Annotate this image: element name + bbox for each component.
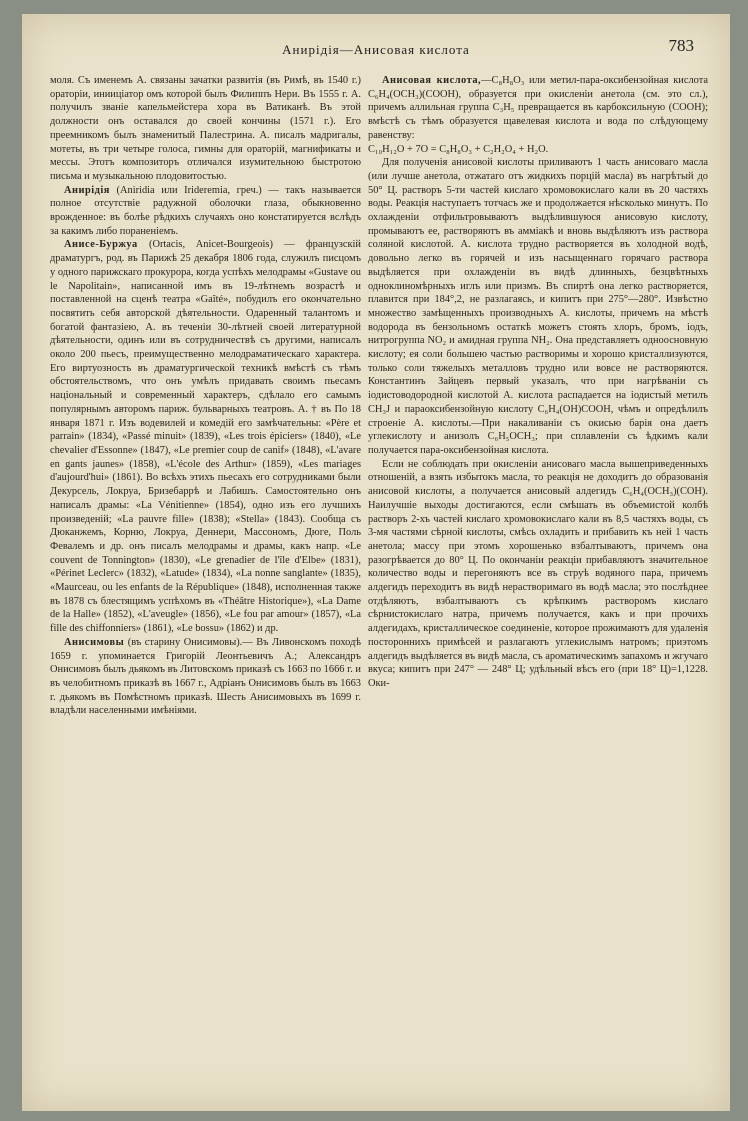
running-title: Анирідія—Анисовая кислота bbox=[282, 42, 470, 57]
entry-anicet-bourgeois bbox=[50, 238, 361, 635]
entry-anicet-bourgeois-text: (Ortacis, Anicet-Bourgeois) — французскій драматургъ, род. въ Парижѣ 25 декабря 1806 года, служилъ писцомъ у одного парижскаго прокурора, когда успѣхъ мелодрамы «Gustave ou le Napolitain», написанной имъ въ 19-лѣтнемъ возрастѣ и поставленной на сценѣ театра «Gaîté», побудилъ его окончательно посвятить себя авторской дѣятельности. Одаренный талантомъ и богатой фантазіею, А. въ теченіи 30-лѣтней своей литературной дѣятельности, одинъ или въ сотрудничествѣ съ другими, написалъ около 200 пьесъ, преимущественно мелодраматическаго характера. Его виртуозность въ драматургической техникѣ вмѣстѣ съ тѣмъ обстоятельствомъ, что онъ умѣлъ придавать своимъ пьесамъ національный и современный характеръ, сдѣлало его самымъ популярнымъ авторомъ париж. бульварныхъ театровъ. А. † въ Пo 18 января 1871 г. Изъ водевилей и комедій его замѣчательны: «Père et parrain» (1834), «Passé minuit» (1839), «Les trois épiciers» (1840), «Le chevalier d'Essonne» (1847), «Le premier coup de canif» (1848), «L'avare en gants jaunes» (1858), «L'école des Arthur» (1859), «Les mariages d'aujourd'hui» (1861). Во всѣхъ этихъ пьесахъ его сотрудниками были Декурсель, Локруа, Бризебаррѣ и Лабишъ. Самостоятельно онъ написалъ драмы: «La Vénitienne» (1854), одно изъ его лучшихъ произведеній; «La pauvre fille» (1838); «Stella» (1843). Сообща съ Дюканжемъ, Корню, Локруа, Деннери, Массономъ, Дюге, Поль Февалемъ и др. онъ писалъ мелодрамы и драмы, какъ напр. «Le couvent de Tonnington» (1830), «Le grenadier de l'île d'Elbe» (1831), «Périnet Leclerc» (1832), «Latude» (1834), «La nonne sanglante» (1835), «Maurceau, ou les enfants de la République» (1848), исполненная также въ 1878 съ блестящимъ успѣхомъ въ «Théâtre Historique»), «La Dame de la Halle» (1852), «L'aveugle» (1856), «Le fou par amour» (1857), «La fille des chiffonniers» (1861), «Le bossu» (1862) и др. bbox=[50, 239, 361, 635]
headword-anisimovy: Анисимовы bbox=[64, 636, 125, 648]
entry-aniridia-text: (Aniridia или Irideremia, греч.) — такъ называется полное отсутствіе радужной оболочки глаза, обыкновенно врожденное: въ болѣе рѣдкихъ случаяхъ оно констатируется вслѣдъ за какимъ либо пораненіемъ. bbox=[50, 184, 361, 237]
right-column bbox=[368, 74, 708, 1101]
page-number: 783 bbox=[668, 36, 694, 55]
paragraph-preparation: Для полученія анисовой кислоты приливаютъ 1 часть анисоваго масла (или лучше анетола, отжатаго отъ жидкихъ порцій масла) въ нагрѣтый до 50° Ц. растворъ 5-ти частей кислаго хромовокислаго кали въ 20 частяхъ воды. Реакція наступаетъ тотчасъ же и продолжается нѣсколько минутъ. По охлажденіи отфильтровываютъ выдѣлившуюся анисовую кислоту, промываютъ ее, растворяютъ въ аммiакѣ и вновь выдѣляютъ изъ раствора соляной кислотой. А. кислота трудно растворяется въ холодной водѣ, довольно легко въ горячей и изъ насыщеннаго горячаго раствора выдѣляется при охлажденіи въ видѣ длинныхъ, безцвѣтныхъ одноклиномѣрныхъ иглъ или призмъ. Въ спиртѣ она легко растворяется, плавится при 184°,2, не разлагаясь, и кипитъ при 275°—280°. Извѣстно множество замѣщенныхъ производныхъ А. кислоты, причемъ на мѣстѣ водорода въ бензольномъ остаткѣ можетъ стоять хлоръ, бромъ, іодъ, нитрогруппа NO₂ и амидная группа NH₂. Она представляетъ одноосновную кислоту; ея соли большею частью растворимы и хорошо кристаллизуются, только соли тяжелыхъ металловъ трудно или вовсе не растворяются. Константинъ Зайцевъ первый указалъ, что при нагрѣваніи съ іодистоводородной кислотой А. кислота распадается на іодистый метилъ CH₃J и параоксибензойную кислоту C₆H₄(OH)COOH, чѣмъ и опредѣлилъ строеніе А. кислоты.—При накаливаніи съ окисью барія она даетъ углекислоту и анизолъ C₆H₅OCH₃; при сплавленіи съ ѣдкимъ кали получается пара-оксибензойная кислота. bbox=[368, 157, 708, 456]
entry-anisic-acid-intro: —C₈H₈O₃ или метил-пара-оксибензойная кислота C₆H₄(OCH₃)(COOH), образуется при окисленіи анетола (см. это сл.), причемъ аллильная группа C₃H₅ превращается въ карбоксильную (COOH); вмѣстѣ съ тѣмъ образуется щавелевая кислота и вода по слѣдующему равенству: bbox=[368, 75, 708, 141]
entry-aniridia bbox=[50, 184, 361, 239]
entry-continuation: моля. Съ именемъ А. связаны зачатки развитія (въ Римѣ, въ 1540 г.) ораторіи, инииціатор омъ которой былъ Филиппъ Нери. Въ 1555 г. А. получилъ званіе капельмейстера хора въ Ватиканѣ. Въ этой должности онъ оставался до своей кончины (1571 г.). Его преемникомъ былъ знаменитый Палестрина. А. писалъ мадригалы, мотеты, въ три четыре голоса, гимны для ораторій, магнификаты и мессы. Этотъ композиторъ отличался изумительною быстротою письма и музыкальною плодовитостью. bbox=[50, 75, 361, 182]
headword-aniridia: Анирідія bbox=[64, 184, 110, 196]
page-header bbox=[22, 36, 730, 60]
entry-anisimovy bbox=[50, 636, 361, 718]
entry-anisimovy-text: (въ старину Онисимовы).— Въ Ливонскомъ походѣ 1659 г. упоминается Григорій Леонтьевичъ А.; Александръ Онисимовъ былъ дьякомъ въ Литовскомъ приказѣ съ 1663 по 1666 г. и въ челобитномъ приказѣ въ 1667 г., Адріанъ Онисимовъ былъ въ 1663 г. дьякомъ въ Помѣстномъ приказѣ. Шесть Анисимовыхъ въ 1699 г. владѣли населенными имѣніями. bbox=[50, 636, 361, 717]
entry-anisic-acid bbox=[368, 74, 708, 143]
headword-anisic-acid: Анисовая кислота, bbox=[382, 75, 482, 86]
book-page bbox=[22, 14, 730, 1111]
left-column bbox=[50, 74, 361, 1101]
paragraph-aldehyde: Если не соблюдать при окисленіи анисоваго масла вышеприведенныхъ отношеній, а взять избытокъ масла, то реакція не доходитъ до образованія анисовой кислоты, а получается анисовый алдегидъ C₆H₄(OCH₃)(COH). Наилучшіе выходы достигаются, если смѣшать въ объемистой колбѣ растворъ 2-хъ частей кислаго хромовокислаго кали въ 8,5 частяхъ воды, съ 3-мя частями сѣрной кислоты, смѣсь охладить и прибавить къ ней 1 часть анетола; массу при этомъ хорошенько взбалтываютъ, причемъ она разогрѣвается до 80° Ц. По окончаніи реакціи прибавляютъ значительное количество воды и перегоняютъ все въ струѣ водяного пара, причемъ алдегидъ переходитъ въ видѣ нерастворимаго въ водѣ масла; это послѣднее отдѣляютъ, взбалтываютъ съ крѣпкимъ растворомъ кислаго сѣрнистокислаго натра, причемъ получается, какъ и при прочихъ алдегидахъ, кристаллическое соединеніе, которое прожимаютъ для удаленія постороннихъ примѣсей и разлагаютъ углекислымъ натромъ; приэтомъ алдегидъ выдѣляется въ видѣ масла, съ ароматическимъ запахомъ и жгучаго вкуса; кипитъ при 247° — 248° Ц; удѣльный вѣсъ его (при 18° Ц)=1,1228. Оки- bbox=[368, 458, 708, 689]
headword-anicet-bourgeois: Анисе-Буржуа bbox=[64, 239, 138, 251]
chemical-equation: C₁₀H₁₂O + 7O = C₈H₈O₃ + C₂H₂O₄ + H₂O. bbox=[368, 143, 549, 155]
